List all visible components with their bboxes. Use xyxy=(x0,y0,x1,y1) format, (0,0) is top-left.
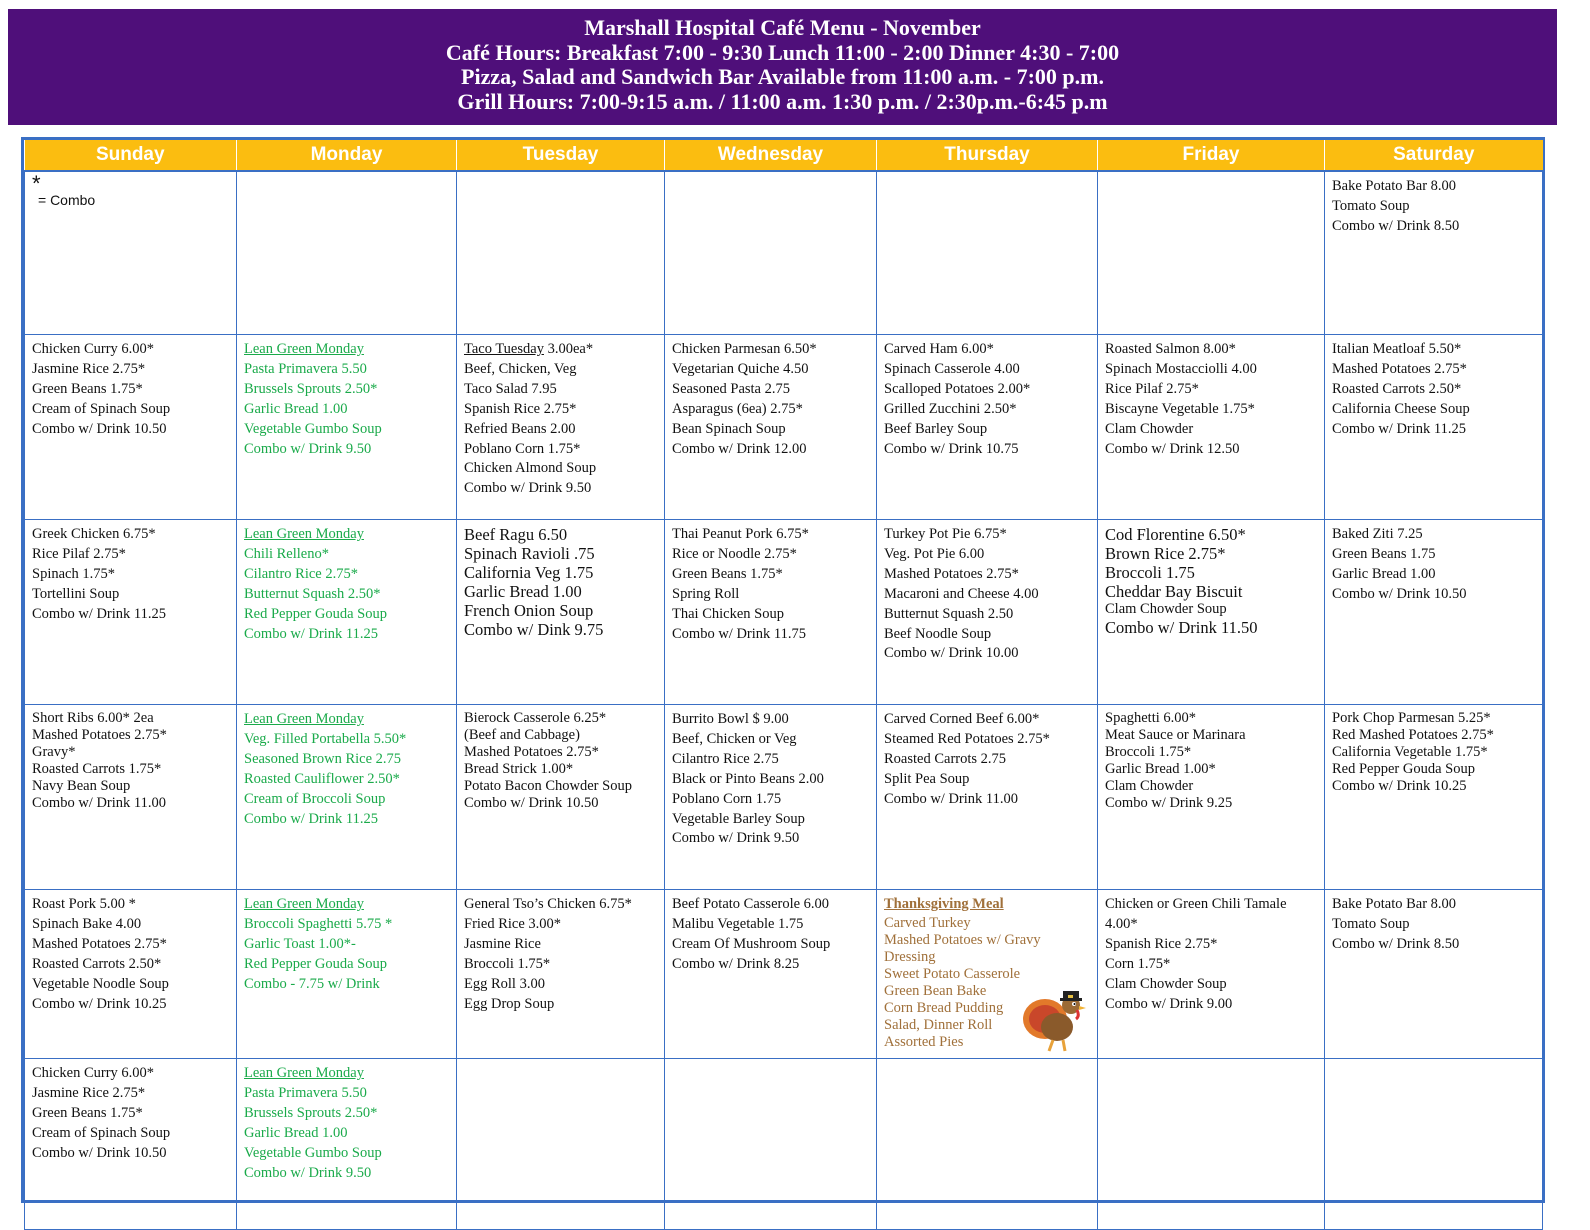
menu-item: Veg. Filled Portabella 5.50* xyxy=(244,730,407,747)
menu-item: Green Beans 1.75* xyxy=(672,565,783,582)
menu-item: Garlic Bread 1.00* xyxy=(1105,761,1216,777)
menu-item: Cream of Broccoli Soup xyxy=(244,790,386,807)
lean-green-monday-title: Lean Green Monday xyxy=(244,1065,364,1081)
menu-item: Red Pepper Gouda Soup xyxy=(1332,761,1475,777)
menu-item: Clam Chowder xyxy=(1105,420,1194,437)
menu-item: Brussels Sprouts 2.50* xyxy=(244,380,378,397)
menu-item: Spinach Bake 4.00 xyxy=(32,915,142,932)
day-header-tuesday: Tuesday xyxy=(457,140,665,171)
menu-list xyxy=(1105,525,1318,601)
menu-item: Mashed Potatoes 2.75* xyxy=(464,744,599,760)
menu-item: Combo w/ Drink 11.50 xyxy=(1105,618,1258,637)
day-cell-empty xyxy=(237,171,457,335)
menu-item: Spanish Rice 2.75* xyxy=(1105,935,1218,952)
menu-item: Potato Bacon Chowder Soup xyxy=(464,778,632,794)
day-cell xyxy=(237,520,457,705)
day-cell xyxy=(25,520,237,705)
menu-item: Chili Relleno* xyxy=(244,545,329,562)
day-cell xyxy=(877,705,1098,890)
menu-item: Rice Pilaf 2.75* xyxy=(1105,380,1199,397)
menu-item: Garlic Bread 1.00 xyxy=(244,1124,348,1141)
day-cell xyxy=(1098,520,1325,705)
menu-item: Clam Chowder Soup xyxy=(1105,601,1227,617)
menu-item: Mashed Potatoes w/ Gravy xyxy=(884,931,1041,948)
menu-item: Green Beans 1.75* xyxy=(32,380,143,397)
menu-item: Combo w/ Drink 11.00 xyxy=(32,795,166,811)
menu-item: Pasta Primavera 5.50 xyxy=(244,360,367,377)
menu-item: California Vegetable 1.75* xyxy=(1332,744,1488,760)
bar-availability: Pizza, Salad and Sandwich Bar Available from 11:00 a.m. - 7:00 p.m. xyxy=(461,64,1104,89)
day-cell xyxy=(457,705,665,890)
menu-item: Tomato Soup xyxy=(1332,915,1410,932)
menu-item: Grilled Zucchini 2.50* xyxy=(884,400,1017,417)
menu-item: Gravy* xyxy=(32,744,76,760)
menu-item: Rice or Noodle 2.75* xyxy=(672,545,797,562)
menu-item: Combo w/ Drink 9.25 xyxy=(1105,795,1233,811)
menu-item: Thai Chicken Soup xyxy=(672,605,784,622)
menu-item: Mashed Potatoes 2.75* xyxy=(1332,360,1467,377)
menu-item: Roasted Salmon 8.00* xyxy=(1105,341,1236,357)
menu-item: Garlic Bread 1.00 xyxy=(464,582,582,601)
menu-item: Roasted Carrots 1.75* xyxy=(32,761,162,777)
day-header-friday: Friday xyxy=(1098,140,1325,171)
menu-item: Burrito Bowl $ 9.00 xyxy=(672,711,789,727)
menu-item: Mashed Potatoes 2.75* xyxy=(32,935,167,952)
taco-tuesday-price: 3.00ea* xyxy=(543,341,594,357)
menu-item: Combo w/ Drink 10.50 xyxy=(32,420,167,437)
menu-item: Bierock Casserole 6.25* xyxy=(464,710,607,726)
day-cell-empty xyxy=(877,171,1098,335)
menu-item: Combo w/ Dink 9.75 xyxy=(464,620,604,639)
menu-item: Spinach Casserole 4.00 xyxy=(884,360,1020,377)
menu-item: Egg Roll 3.00 xyxy=(464,975,545,992)
day-cell xyxy=(1098,705,1325,890)
menu-item: Roasted Carrots 2.75 xyxy=(884,750,1007,767)
menu-item: Mashed Potatoes 2.75* xyxy=(884,565,1019,582)
day-cell xyxy=(665,335,877,520)
menu-item: Seasoned Pasta 2.75 xyxy=(672,380,790,397)
day-cell xyxy=(665,705,877,890)
menu-item: Jasmine Rice 2.75* xyxy=(32,360,146,377)
menu-item: Spinach Mostacciolli 4.00 xyxy=(1105,360,1257,377)
day-header-row xyxy=(25,140,1543,171)
menu-item: Cheddar Bay Biscuit xyxy=(1105,582,1243,601)
menu-item: Chicken or Green Chili Tamale xyxy=(1105,896,1287,912)
calendar-grid xyxy=(24,140,1543,1230)
day-cell xyxy=(25,335,237,520)
menu-item: Combo w/ Drink 11.25 xyxy=(1332,420,1466,437)
menu-item: Broccoli 1.75* xyxy=(1105,744,1192,760)
day-header-thursday: Thursday xyxy=(877,140,1098,171)
menu-item: Combo - 7.75 w/ Drink xyxy=(244,975,380,992)
menu-item: Combo w/ Drink 9.50 xyxy=(244,1164,372,1181)
menu-item: Carved Corned Beef 6.00* xyxy=(884,711,1040,727)
menu-item: Roasted Carrots 2.50* xyxy=(1332,380,1462,397)
menu-item: Rice Pilaf 2.75* xyxy=(32,545,126,562)
day-cell xyxy=(1098,335,1325,520)
menu-title: Marshall Hospital Café Menu - November xyxy=(584,15,981,40)
menu-item: Tortellini Soup xyxy=(32,585,120,602)
day-cell xyxy=(1098,890,1325,1059)
menu-item: Garlic Bread 1.00 xyxy=(244,400,348,417)
menu-item: Combo w/ Drink 12.50 xyxy=(1105,440,1240,457)
menu-item: Broccoli Spaghetti 5.75 * xyxy=(244,915,393,932)
day-cell xyxy=(457,520,665,705)
menu-item: Pork Chop Parmesan 5.25* xyxy=(1332,710,1491,726)
menu-item: Cream Of Mushroom Soup xyxy=(672,935,831,952)
day-header-monday: Monday xyxy=(237,140,457,171)
menu-item: Greek Chicken 6.75* xyxy=(32,526,156,542)
lean-green-monday-title: Lean Green Monday xyxy=(244,526,364,542)
menu-item: Combo w/ Drink 10.25 xyxy=(32,995,167,1012)
menu-item: Corn Bread Pudding xyxy=(884,999,1004,1016)
menu-item: Combo w/ Drink 10.25 xyxy=(1332,778,1467,794)
menu-item: French Onion Soup xyxy=(464,601,594,620)
menu-item: Steamed Red Potatoes 2.75* xyxy=(884,730,1050,747)
menu-item: Combo w/ Drink 10.50 xyxy=(464,795,599,811)
lean-green-monday-title: Lean Green Monday xyxy=(244,341,364,357)
menu-item: Salad, Dinner Roll xyxy=(884,1016,993,1033)
day-cell-empty xyxy=(1098,1059,1325,1230)
menu-item: Chicken Parmesan 6.50* xyxy=(672,341,817,357)
week-row-2 xyxy=(25,335,1543,520)
day-cell xyxy=(877,335,1098,520)
menu-item: Meat Sauce or Marinara xyxy=(1105,727,1246,743)
menu-item: Garlic Bread 1.00 xyxy=(1332,565,1436,582)
menu-item: Spinach 1.75* xyxy=(32,565,115,582)
menu-item: Navy Bean Soup xyxy=(32,778,131,794)
menu-item: Beef Ragu 6.50 xyxy=(464,525,568,544)
legend-cell xyxy=(25,171,237,335)
combo-legend xyxy=(32,171,230,211)
menu-item: Combo w/ Drink 11.25 xyxy=(244,625,378,642)
menu-item: Combo w/ Drink 10.50 xyxy=(1332,585,1467,602)
menu-item: Macaroni and Cheese 4.00 xyxy=(884,585,1039,602)
menu-item: Butternut Squash 2.50* xyxy=(244,585,381,602)
menu-item: Combo w/ Drink 11.75 xyxy=(672,625,806,642)
day-header-saturday: Saturday xyxy=(1325,140,1543,171)
day-cell xyxy=(457,335,665,520)
menu-item: Bake Potato Bar 8.00 xyxy=(1332,178,1457,194)
day-cell xyxy=(1325,705,1543,890)
menu-list xyxy=(464,360,658,499)
menu-item: Combo w/ Drink 8.25 xyxy=(672,955,800,972)
week-row-3 xyxy=(25,520,1543,705)
day-cell xyxy=(1325,890,1543,1059)
day-cell-empty xyxy=(1098,171,1325,335)
menu-item: Vegetable Gumbo Soup xyxy=(244,1144,382,1161)
menu-item: Veg. Pot Pie 6.00 xyxy=(884,545,985,562)
menu-item: Short Ribs 6.00* 2ea xyxy=(32,710,154,726)
day-cell xyxy=(237,705,457,890)
menu-item: Corn 1.75* xyxy=(1105,955,1171,972)
menu-item: Seasoned Brown Rice 2.75 xyxy=(244,750,402,767)
lean-green-monday-title: Lean Green Monday xyxy=(244,896,364,912)
menu-item: Beef, Chicken or Veg xyxy=(672,730,797,747)
menu-item: Bean Spinach Soup xyxy=(672,420,786,437)
menu-item: Poblano Corn 1.75 xyxy=(672,790,782,807)
menu-item: Bread Strick 1.00* xyxy=(464,761,574,777)
menu-item: Combo w/ Drink 10.00 xyxy=(884,645,1019,662)
day-cell xyxy=(237,335,457,520)
day-cell-empty xyxy=(1325,1059,1543,1230)
menu-item: Cream of Spinach Soup xyxy=(32,1124,171,1141)
menu-item: Carved Turkey xyxy=(884,914,971,931)
day-cell-empty xyxy=(877,1059,1098,1230)
day-header-wednesday: Wednesday xyxy=(665,140,877,171)
week-row-4 xyxy=(25,705,1543,890)
menu-item: Scalloped Potatoes 2.00* xyxy=(884,380,1031,397)
day-cell-empty xyxy=(665,171,877,335)
menu-item: Cream of Spinach Soup xyxy=(32,400,171,417)
menu-item: Spring Roll xyxy=(672,585,740,602)
menu-item: Combo w/ Drink 8.50 xyxy=(1332,935,1460,952)
day-cell xyxy=(1325,335,1543,520)
menu-calendar xyxy=(21,137,1545,1203)
menu-item: Chicken Almond Soup xyxy=(464,460,597,477)
menu-item: Combo w/ Drink 10.75 xyxy=(884,440,1019,457)
menu-item: (Beef and Cabbage) xyxy=(464,727,580,743)
day-cell-empty xyxy=(457,171,665,335)
menu-item: Malibu Vegetable 1.75 xyxy=(672,915,804,932)
menu-item: Clam Chowder xyxy=(1105,778,1194,794)
menu-item: Thai Peanut Pork 6.75* xyxy=(672,526,809,542)
menu-item: Black or Pinto Beans 2.00 xyxy=(672,770,824,787)
thanksgiving-cell xyxy=(884,895,1091,1058)
taco-tuesday-title: Taco Tuesday xyxy=(464,341,544,357)
menu-item: Sweet Potato Casserole xyxy=(884,965,1021,982)
menu-item: Green Bean Bake xyxy=(884,982,987,999)
menu-item: Beef Barley Soup xyxy=(884,420,988,437)
menu-item: Combo w/ Drink 11.25 xyxy=(32,605,166,622)
menu-item: Italian Meatloaf 5.50* xyxy=(1332,341,1462,357)
menu-item: Vegetable Barley Soup xyxy=(672,810,805,827)
menu-item: Taco Salad 7.95 xyxy=(464,380,557,397)
menu-item: Broccoli 1.75* xyxy=(464,955,551,972)
day-cell xyxy=(237,1059,457,1230)
menu-item: Combo w/ Drink 11.25 xyxy=(244,810,378,827)
menu-item: Clam Chowder Soup xyxy=(1105,975,1227,992)
menu-item: California Cheese Soup xyxy=(1332,400,1470,417)
menu-item: Bake Potato Bar 8.00 xyxy=(1332,896,1457,912)
menu-item: Combo w/ Drink 9.50 xyxy=(672,830,800,847)
day-cell xyxy=(1325,520,1543,705)
menu-item: Beef, Chicken, Veg xyxy=(464,360,577,377)
combo-star: * xyxy=(32,171,41,196)
menu-item: Roasted Carrots 2.50* xyxy=(32,955,162,972)
menu-item: Green Beans 1.75 xyxy=(1332,545,1436,562)
day-cell xyxy=(25,705,237,890)
menu-item: Assorted Pies xyxy=(884,1033,964,1050)
menu-item: Vegetarian Quiche 4.50 xyxy=(672,360,809,377)
menu-item: Spaghetti 6.00* xyxy=(1105,710,1197,726)
menu-item: Combo w/ Drink 8.50 xyxy=(1332,217,1460,234)
menu-item: Dressing xyxy=(884,948,936,965)
menu-item: Vegetable Noodle Soup xyxy=(32,975,169,992)
menu-item: Garlic Toast 1.00*- xyxy=(244,935,356,952)
turkey-icon xyxy=(1019,983,1091,1055)
menu-item: Refried Beans 2.00 xyxy=(464,420,576,437)
menu-item: Jasmine Rice xyxy=(464,935,541,952)
combo-legend-text: = Combo xyxy=(38,192,96,208)
menu-item: California Veg 1.75 xyxy=(464,563,594,582)
week-row-6 xyxy=(25,1059,1543,1230)
day-cell xyxy=(457,890,665,1059)
week-row-1 xyxy=(25,171,1543,335)
menu-item: Asparagus (6ea) 2.75* xyxy=(672,400,803,417)
week-row-5 xyxy=(25,890,1543,1059)
menu-item: Red Pepper Gouda Soup xyxy=(244,955,387,972)
menu-item: Cod Florentine 6.50* xyxy=(1105,525,1246,544)
menu-item: Spanish Rice 2.75* xyxy=(464,400,577,417)
menu-item: Chicken Curry 6.00* xyxy=(32,1065,155,1081)
menu-item: Combo w/ Drink 9.00 xyxy=(1105,995,1233,1012)
day-cell xyxy=(877,520,1098,705)
menu-item: Butternut Squash 2.50 xyxy=(884,605,1014,622)
menu-item: Combo w/ Drink 11.00 xyxy=(884,790,1018,807)
thanksgiving-title: Thanksgiving Meal xyxy=(884,896,1004,912)
menu-item: Poblano Corn 1.75* xyxy=(464,440,581,457)
menu-item: Red Mashed Potatoes 2.75* xyxy=(1332,727,1494,743)
menu-item: Red Pepper Gouda Soup xyxy=(244,605,387,622)
menu-item: Combo w/ Drink 10.50 xyxy=(32,1144,167,1161)
day-cell xyxy=(1325,171,1543,335)
lean-green-monday-title: Lean Green Monday xyxy=(244,711,364,727)
menu-item: Spinach Ravioli .75 xyxy=(464,544,595,563)
menu-header xyxy=(8,9,1557,125)
menu-item: Egg Drop Soup xyxy=(464,995,555,1012)
menu-item: Brown Rice 2.75* xyxy=(1105,544,1226,563)
day-cell xyxy=(665,890,877,1059)
day-cell-empty xyxy=(457,1059,665,1230)
menu-item: Fried Rice 3.00* xyxy=(464,915,562,932)
menu-item: Jasmine Rice 2.75* xyxy=(32,1084,146,1101)
menu-item: Vegetable Gumbo Soup xyxy=(244,420,382,437)
day-cell xyxy=(237,890,457,1059)
menu-item xyxy=(464,340,658,360)
menu-item: Pasta Primavera 5.50 xyxy=(244,1084,367,1101)
day-cell xyxy=(25,890,237,1059)
menu-item: Combo w/ Drink 12.00 xyxy=(672,440,807,457)
menu-item: Chicken Curry 6.00* xyxy=(32,341,155,357)
menu-item: Beef Potato Casserole 6.00 xyxy=(672,896,830,912)
menu-item: Cilantro Rice 2.75 xyxy=(672,750,779,767)
menu-item: Green Beans 1.75* xyxy=(32,1104,143,1121)
menu-item: Broccoli 1.75 xyxy=(1105,563,1195,582)
day-cell-empty xyxy=(665,1059,877,1230)
day-cell xyxy=(665,520,877,705)
menu-item: Tomato Soup xyxy=(1332,197,1410,214)
menu-item: Carved Ham 6.00* xyxy=(884,341,994,357)
menu-item: Brussels Sprouts 2.50* xyxy=(244,1104,378,1121)
menu-item: Biscayne Vegetable 1.75* xyxy=(1105,400,1255,417)
menu-item: Combo w/ Drink 9.50 xyxy=(244,440,372,457)
menu-item: Turkey Pot Pie 6.75* xyxy=(884,526,1007,542)
menu-item: Beef Noodle Soup xyxy=(884,625,992,642)
menu-item: 4.00* xyxy=(1105,915,1138,932)
menu-item: Mashed Potatoes 2.75* xyxy=(32,727,167,743)
menu-item: General Tso’s Chicken 6.75* xyxy=(464,896,632,912)
grill-hours: Grill Hours: 7:00-9:15 a.m. / 11:00 a.m. 1:30 p.m. / 2:30p.m.-6:45 p.m xyxy=(457,88,1108,114)
menu-item: Roasted Cauliflower 2.50* xyxy=(244,770,400,787)
menu-item: Split Pea Soup xyxy=(884,770,970,787)
menu-item: Baked Ziti 7.25 xyxy=(1332,526,1423,542)
day-cell xyxy=(25,1059,237,1230)
day-cell xyxy=(877,890,1098,1059)
menu-item: Cilantro Rice 2.75* xyxy=(244,565,358,582)
menu-item: Roast Pork 5.00 * xyxy=(32,896,136,912)
day-header-sunday: Sunday xyxy=(25,140,237,171)
menu-item: Combo w/ Drink 9.50 xyxy=(464,480,592,497)
cafe-hours: Café Hours: Breakfast 7:00 - 9:30 Lunch 11:00 - 2:00 Dinner 4:30 - 7:00 xyxy=(445,39,1120,65)
